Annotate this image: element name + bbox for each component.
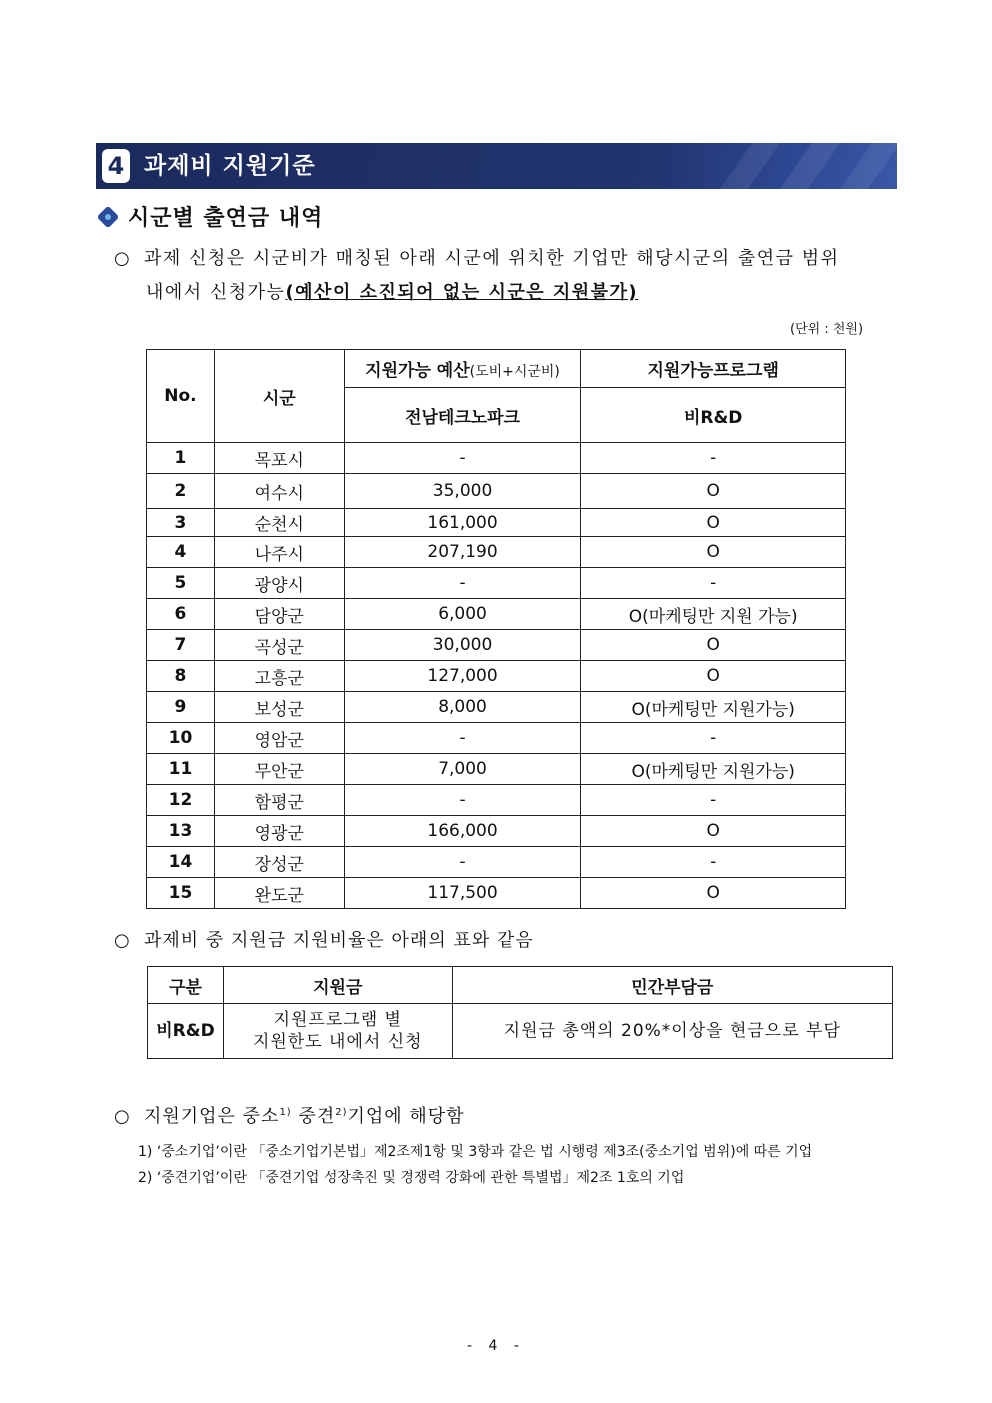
- cell-budget: -: [344, 847, 581, 878]
- cell-budget: -: [344, 568, 581, 599]
- header-org: 전남테크노파크: [344, 388, 581, 443]
- cell-program: -: [581, 785, 846, 816]
- cell-no: 9: [147, 692, 215, 723]
- cell-budget: 8,000: [344, 692, 581, 723]
- paragraph-text: 과제비 중 지원금 지원비율은 아래의 표와 같음: [144, 930, 534, 951]
- header-budget-label: 지원가능 예산: [365, 361, 470, 381]
- row-grant-line-1: 지원프로그램 별: [273, 1010, 402, 1030]
- footnote-2: 2) ‘중견기업’이란 「중견기업 성장촉진 및 경쟁력 강화에 관한 특별법」제2조 1호의 기업: [138, 1170, 685, 1186]
- cell-budget: -: [344, 723, 581, 754]
- cell-region: 곡성군: [214, 630, 344, 661]
- cell-program: O: [581, 474, 846, 509]
- cell-budget: 161,000: [344, 509, 581, 537]
- ratio-table: [147, 966, 893, 1059]
- header-stripe-decoration: [720, 143, 780, 189]
- cell-region: 여수시: [214, 474, 344, 509]
- cell-no: 7: [147, 630, 215, 661]
- cell-program: O: [581, 816, 846, 847]
- header-grant: 지원금: [223, 967, 452, 1004]
- unit-label: (단위 : 천원): [790, 322, 864, 337]
- table-row: [147, 509, 846, 537]
- table-row: [147, 443, 846, 474]
- table-row: [147, 847, 846, 878]
- cell-region: 순천시: [214, 509, 344, 537]
- header-stripe-decoration: [780, 143, 840, 189]
- section-title: 과제비 지원기준: [144, 153, 316, 179]
- table-row: [147, 785, 846, 816]
- circle-bullet-icon: ○: [114, 1106, 131, 1127]
- table-row: [147, 599, 846, 630]
- cell-no: 1: [147, 443, 215, 474]
- cell-program: O: [581, 509, 846, 537]
- table-row: [147, 692, 846, 723]
- footnote-ref-2: 2): [335, 1107, 348, 1118]
- paragraph-line-1: [114, 242, 898, 276]
- cell-no: 5: [147, 568, 215, 599]
- cell-no: 8: [147, 661, 215, 692]
- header-budget: [344, 350, 581, 388]
- cell-no: 11: [147, 754, 215, 785]
- paragraph-ratio: [114, 926, 534, 952]
- cell-region: 목포시: [214, 443, 344, 474]
- cell-budget: 35,000: [344, 474, 581, 509]
- cell-budget: 127,000: [344, 661, 581, 692]
- cell-no: 3: [147, 509, 215, 537]
- paragraph-text: 지원기업은 중소: [144, 1106, 280, 1127]
- section-header-bar: [96, 143, 897, 189]
- header-category: 구분: [148, 967, 224, 1004]
- cell-region: 광양시: [214, 568, 344, 599]
- cell-no: 2: [147, 474, 215, 509]
- header-private: 민간부담금: [452, 967, 892, 1004]
- table-row: [147, 630, 846, 661]
- paragraph-text: 과제 신청은 시군비가 매칭된 아래 시군에 위치한 기업만 해당시군의 출연금 범위: [144, 248, 840, 269]
- cell-program: -: [581, 443, 846, 474]
- row-private: 지원금 총액의 20%*이상을 현금으로 부담: [452, 1004, 892, 1059]
- cell-budget: 6,000: [344, 599, 581, 630]
- cell-budget: -: [344, 443, 581, 474]
- header-program: 지원가능프로그램: [581, 350, 846, 388]
- page-number: - 4 -: [467, 1338, 525, 1354]
- cell-no: 12: [147, 785, 215, 816]
- table-body: [147, 443, 846, 909]
- header-budget-note: (도비+시군비): [469, 364, 560, 380]
- subheading-text: 시군별 출연금 내역: [128, 206, 324, 231]
- paragraph-text: 내에서 신청가능: [146, 282, 286, 303]
- header-no: No.: [147, 350, 215, 443]
- paragraph-text: 기업에 해당함: [347, 1106, 465, 1127]
- table-row: [147, 661, 846, 692]
- cell-region: 함평군: [214, 785, 344, 816]
- paragraph-line-2: [114, 276, 898, 310]
- table-row: [147, 754, 846, 785]
- row-grant-line-2: 지원한도 내에서 신청: [252, 1032, 423, 1052]
- footnote-1: 1) ‘중소기업’이란 「중소기업기본법」제2조제1항 및 3항과 같은 법 시행령 제3조(중소기업 범위)에 따른 기업: [138, 1144, 813, 1160]
- cell-program: -: [581, 847, 846, 878]
- table-row: [147, 537, 846, 568]
- cell-budget: 117,500: [344, 878, 581, 909]
- table-row: [147, 816, 846, 847]
- cell-no: 14: [147, 847, 215, 878]
- cell-program: O: [581, 661, 846, 692]
- cell-region: 고흥군: [214, 661, 344, 692]
- cell-no: 6: [147, 599, 215, 630]
- cell-no: 15: [147, 878, 215, 909]
- cell-program: O: [581, 630, 846, 661]
- header-type: 비R&D: [581, 388, 846, 443]
- footnote-ref-1: 1): [279, 1107, 292, 1118]
- paragraph-eligibility: [114, 1102, 465, 1128]
- cell-program: O(마케팅만 지원가능): [581, 754, 846, 785]
- hexagon-bullet-icon: [97, 205, 120, 228]
- cell-region: 영암군: [214, 723, 344, 754]
- cell-budget: 30,000: [344, 630, 581, 661]
- row-grant: [223, 1004, 452, 1059]
- subheading: [98, 201, 323, 232]
- cell-budget: 7,000: [344, 754, 581, 785]
- cell-budget: 166,000: [344, 816, 581, 847]
- cell-no: 13: [147, 816, 215, 847]
- cell-program: -: [581, 568, 846, 599]
- table-row: [147, 568, 846, 599]
- cell-program: O: [581, 878, 846, 909]
- cell-program: O(마케팅만 지원 가능): [581, 599, 846, 630]
- cell-region: 완도군: [214, 878, 344, 909]
- cell-region: 나주시: [214, 537, 344, 568]
- paragraph-text: 중견: [291, 1106, 336, 1127]
- contribution-table: [146, 349, 846, 909]
- row-category: 비R&D: [148, 1004, 224, 1059]
- cell-no: 4: [147, 537, 215, 568]
- cell-region: 영광군: [214, 816, 344, 847]
- circle-bullet-icon: ○: [114, 930, 131, 951]
- table-row: [147, 474, 846, 509]
- paragraph-application: [114, 242, 898, 310]
- cell-region: 담양군: [214, 599, 344, 630]
- cell-region: 무안군: [214, 754, 344, 785]
- emphasis-text: (예산이 소진되어 없는 시군은 지원불가): [285, 282, 639, 303]
- section-number: 4: [102, 149, 130, 183]
- circle-bullet-icon: ○: [114, 248, 132, 269]
- cell-budget: -: [344, 785, 581, 816]
- cell-region: 장성군: [214, 847, 344, 878]
- header-region: 시군: [214, 350, 344, 443]
- cell-program: -: [581, 723, 846, 754]
- header-stripe-decoration: [840, 143, 897, 189]
- cell-budget: 207,190: [344, 537, 581, 568]
- cell-program: O(마케팅만 지원가능): [581, 692, 846, 723]
- table-row: [147, 723, 846, 754]
- cell-program: O: [581, 537, 846, 568]
- table-row: [147, 878, 846, 909]
- cell-no: 10: [147, 723, 215, 754]
- cell-region: 보성군: [214, 692, 344, 723]
